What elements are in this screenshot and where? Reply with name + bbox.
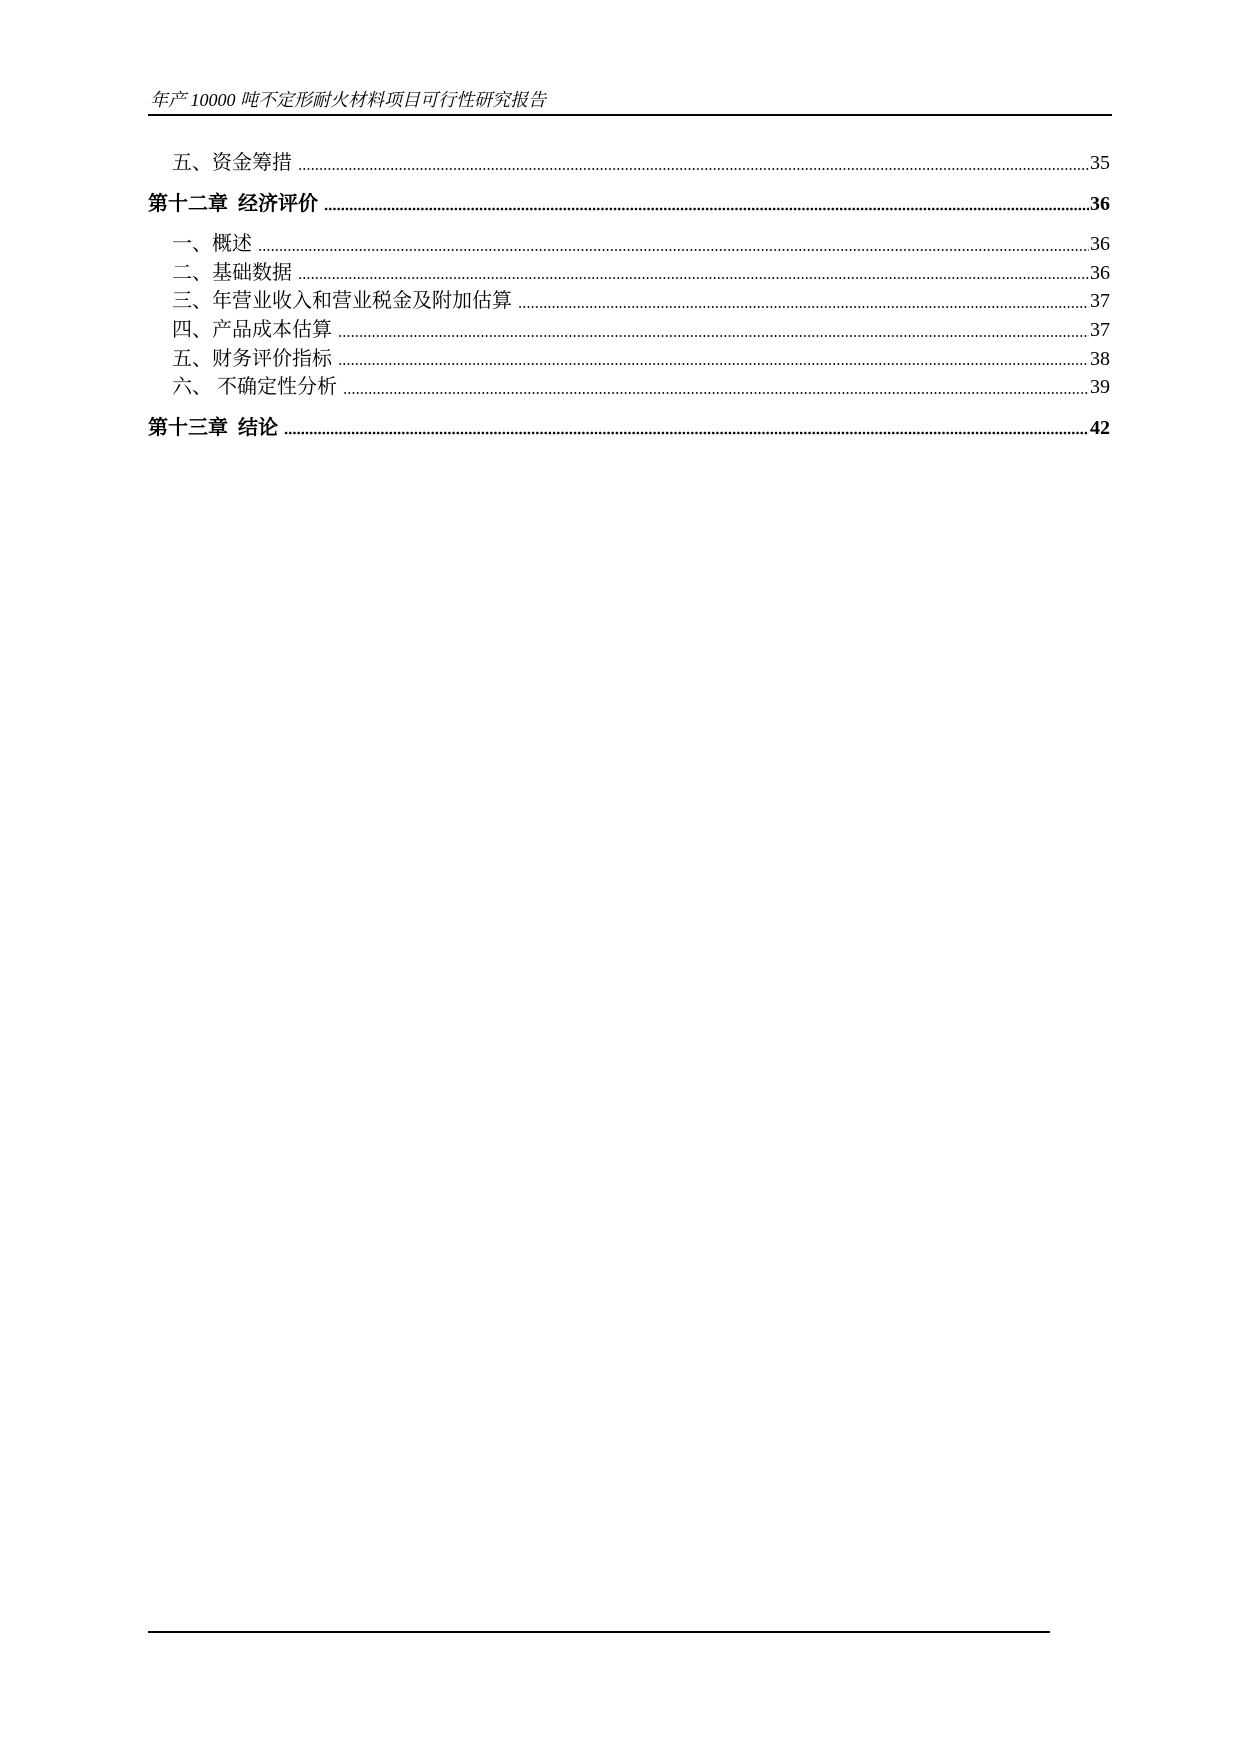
- toc-entry-label: 第十二章 经济评价: [148, 192, 318, 215]
- toc-dot-leader: [284, 425, 1089, 435]
- table-of-contents: [148, 149, 1110, 454]
- toc-entry-label: 四、产品成本估算: [172, 318, 332, 341]
- toc-dot-leader: [518, 299, 1089, 309]
- toc-chapter-entry[interactable]: [148, 414, 1110, 443]
- toc-entry-label: 三、年营业收入和营业税金及附加估算: [172, 290, 512, 313]
- header-rule: [148, 114, 1112, 116]
- toc-entry-label: 五、财务评价指标: [172, 347, 332, 370]
- toc-dot-leader: [338, 356, 1089, 366]
- toc-section-entry[interactable]: [148, 287, 1110, 316]
- toc-entry-label: 五、资金筹措: [172, 152, 292, 174]
- toc-entry-label: 二、基础数据: [172, 261, 292, 284]
- toc-section-entry[interactable]: [148, 259, 1110, 288]
- toc-entry-page-number: 35: [1090, 152, 1110, 174]
- toc-entry-label: 一、概述: [172, 233, 252, 256]
- toc-dot-leader: [258, 242, 1089, 252]
- toc-entry-label: 六、 不确定性分析: [172, 376, 337, 399]
- document-title: 年产 10000 吨不定形耐火材料项目可行性研究报告: [150, 90, 546, 110]
- toc-section-entry[interactable]: [148, 345, 1110, 374]
- toc-section-entry[interactable]: [148, 230, 1110, 259]
- toc-chapter-entry[interactable]: [148, 190, 1110, 219]
- page-header: [148, 86, 1112, 114]
- toc-entry-page-number: 37: [1090, 318, 1110, 341]
- toc-entry-page-number: 42: [1090, 416, 1110, 439]
- toc-entry-page-number: 37: [1090, 290, 1110, 313]
- toc-entry-page-number: 36: [1090, 261, 1110, 284]
- toc-dot-leader: [343, 385, 1089, 395]
- toc-dot-leader: [338, 328, 1089, 338]
- toc-entry-page-number: 38: [1090, 347, 1110, 370]
- toc-section-entry[interactable]: [148, 149, 1110, 178]
- footer-rule: [148, 1631, 1050, 1633]
- toc-section-entry[interactable]: [148, 373, 1110, 402]
- toc-dot-leader: [324, 201, 1089, 211]
- toc-entry-page-number: 39: [1090, 376, 1110, 399]
- toc-entry-page-number: 36: [1090, 233, 1110, 256]
- toc-dot-leader: [298, 161, 1089, 171]
- toc-section-entry[interactable]: [148, 316, 1110, 345]
- toc-entry-label: 第十三章 结论: [148, 416, 278, 439]
- toc-entry-page-number: 36: [1090, 192, 1110, 215]
- toc-dot-leader: [298, 270, 1089, 280]
